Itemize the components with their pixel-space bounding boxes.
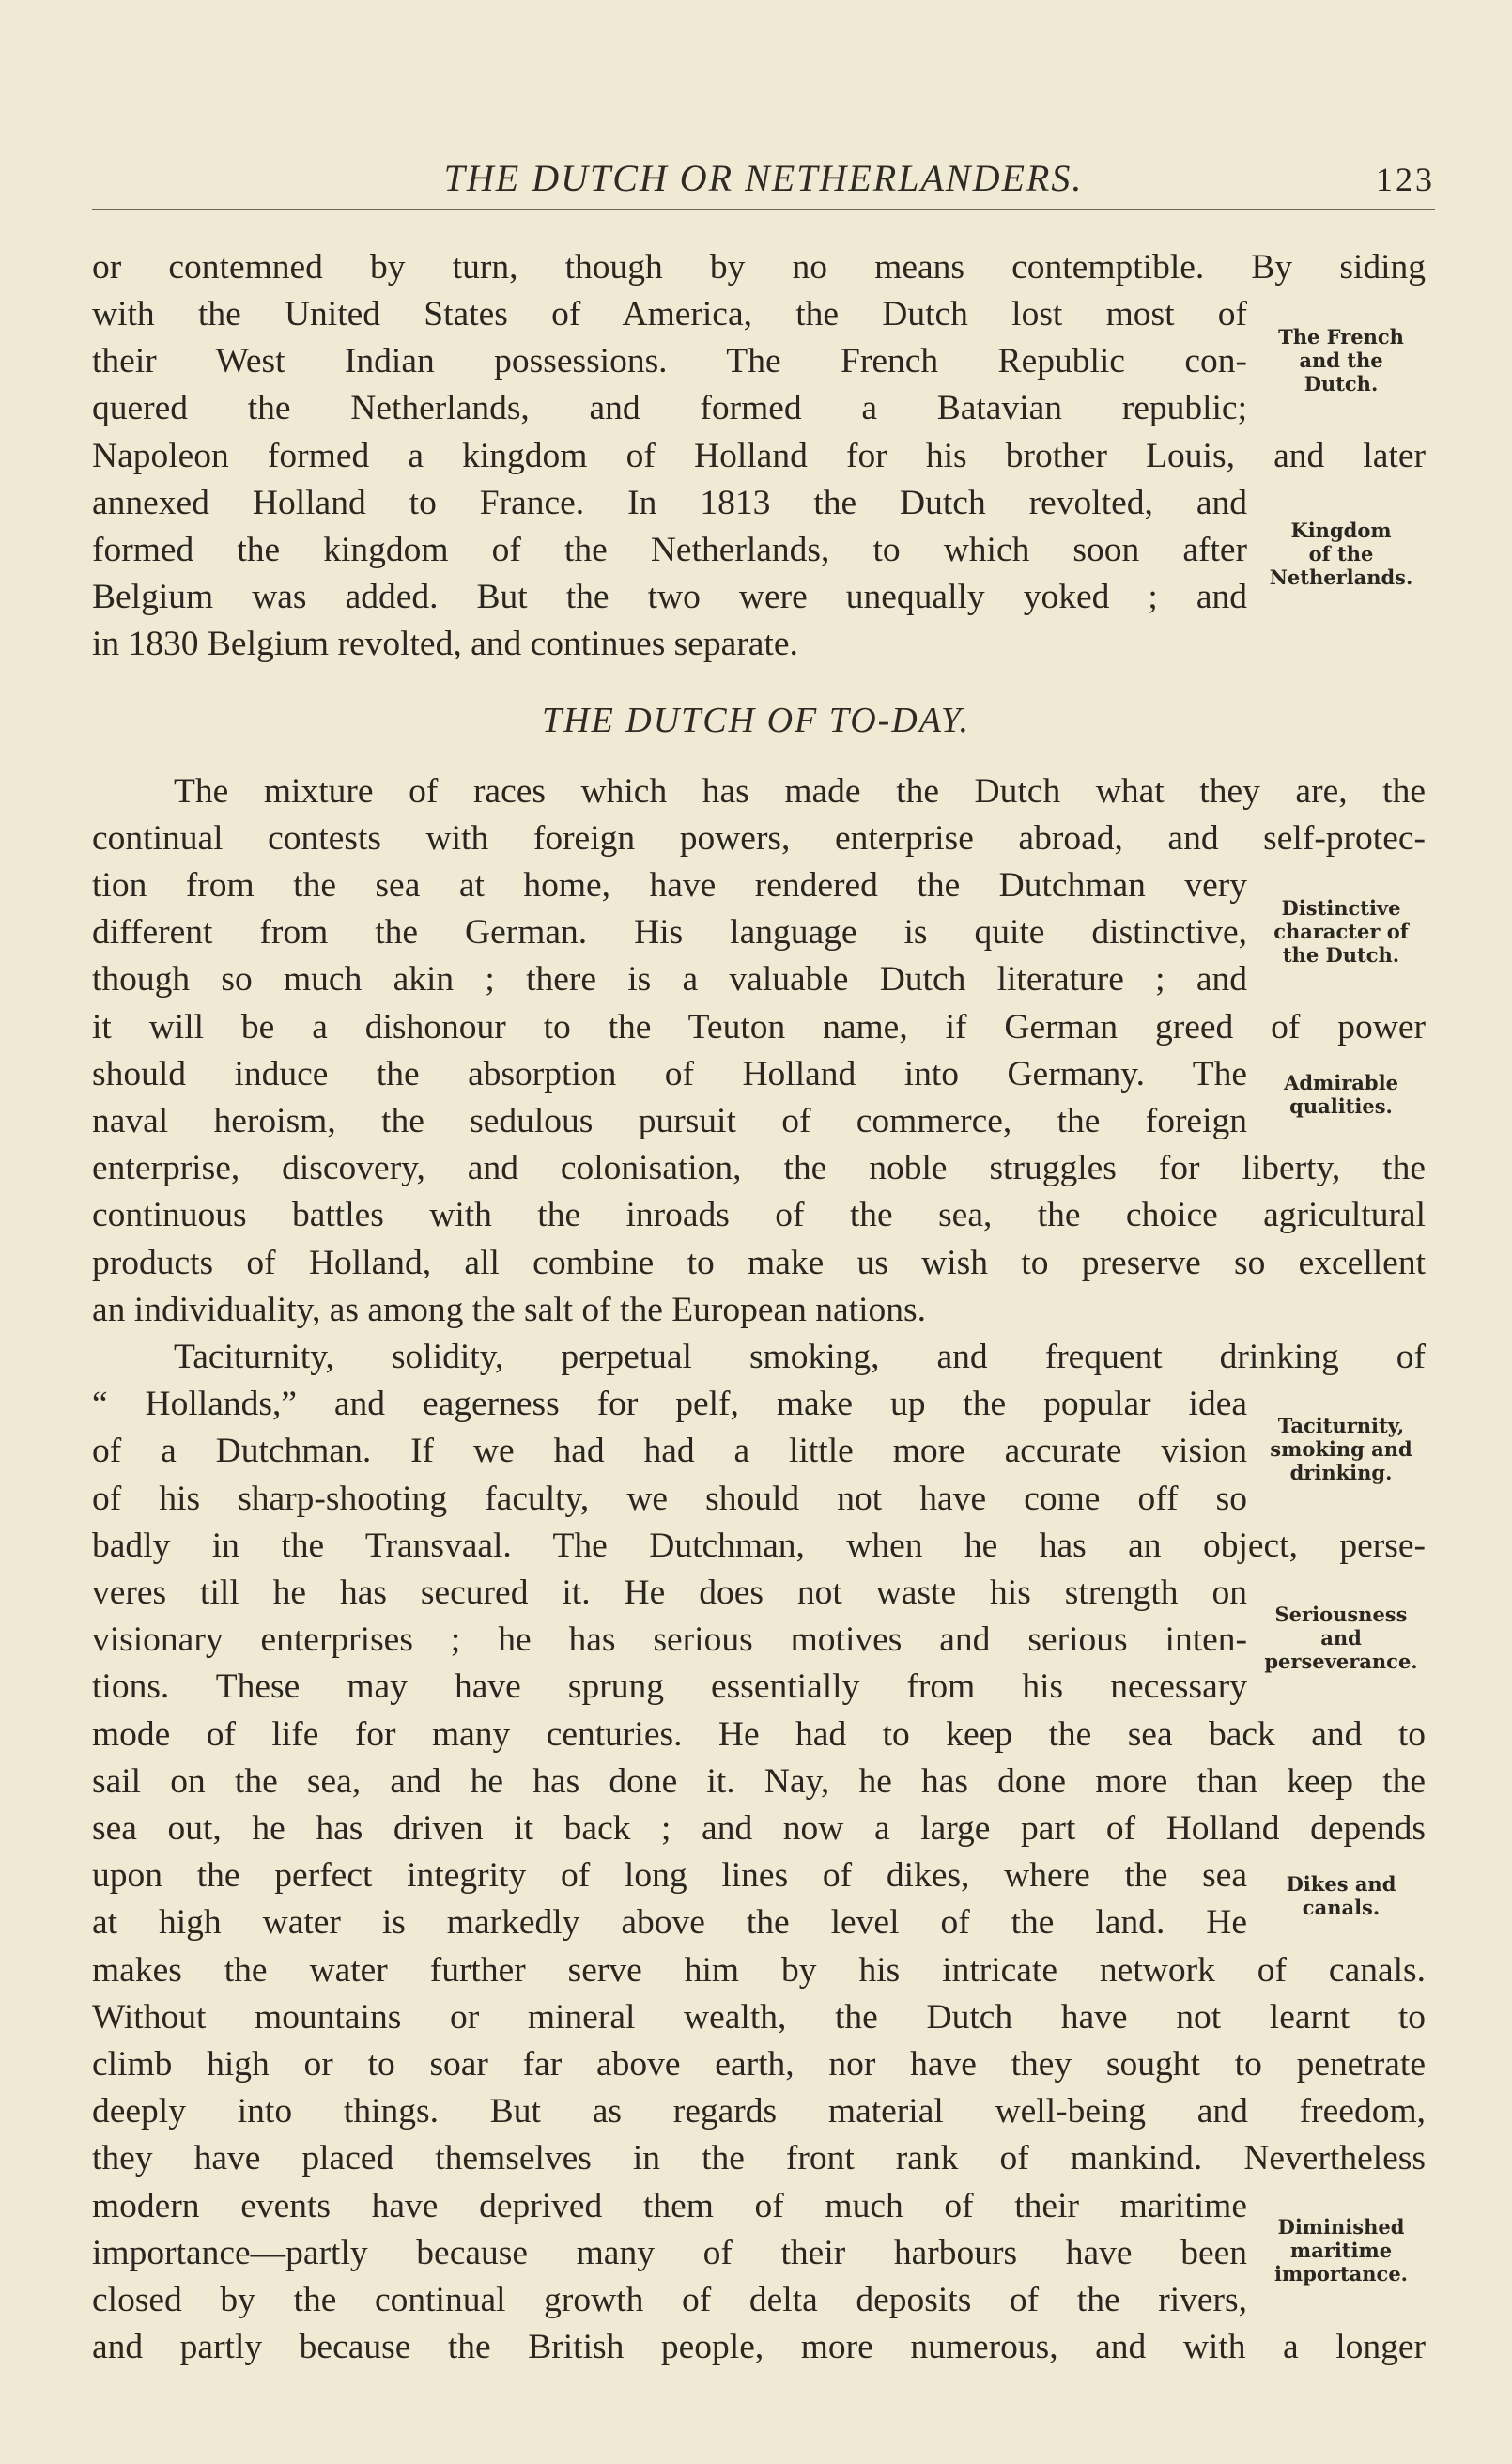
text-line: naval heroism, the sedulous pursuit of commerce, the foreign — [92, 1102, 1247, 1140]
text-line: should induce the absorption of Holland into Germany. The — [92, 1055, 1247, 1093]
text-line: deeply into things. But as regards material well-being and freedom, — [92, 2092, 1426, 2131]
text-line: of a Dutchman. If we had had a little more accurate vision — [92, 1432, 1247, 1470]
text-line: annexed Holland to France. In 1813 the Dutch revolted, and — [92, 484, 1247, 522]
text-line: Taciturnity, solidity, perpetual smoking, and frequent drinking of — [174, 1338, 1426, 1376]
text-line: at high water is markedly above the level of the land. He — [92, 1903, 1247, 1942]
text-line: sea out, he has driven it back ; and now a large part of Holland depends — [92, 1809, 1426, 1848]
margin-note: Diminished maritime importance. — [1274, 2215, 1408, 2286]
text-line: they have placed themselves in the front rank of mankind. Nevertheless — [92, 2139, 1426, 2177]
text-line: or contemned by turn, though by no means contemptible. By siding — [92, 248, 1426, 287]
text-line: visionary enterprises ; he has serious motives and serious inten- — [92, 1620, 1247, 1659]
text-line: Napoleon formed a kingdom of Holland for his brother Louis, and later — [92, 437, 1426, 475]
text-line: enterprise, discovery, and colonisation, the noble struggles for liberty, the — [92, 1149, 1426, 1187]
margin-note: Kingdom of the Netherlands. — [1269, 519, 1413, 589]
text-line: products of Holland, all combine to make us wish to preserve so excellent — [92, 1244, 1426, 1282]
margin-note: Taciturnity, smoking and drinking. — [1270, 1414, 1412, 1484]
text-line: their West Indian possessions. The French Republic con- — [92, 342, 1247, 380]
text-line: continuous battles with the inroads of the sea, the choice agricultural — [92, 1196, 1426, 1234]
text-line: tions. These may have sprung essentially from his necessary — [92, 1667, 1247, 1706]
text-line: closed by the continual growth of delta deposits of the rivers, — [92, 2281, 1247, 2319]
text-line: formed the kingdom of the Netherlands, to which soon after — [92, 531, 1247, 569]
text-line: an individuality, as among the salt of the European nations. — [92, 1291, 926, 1329]
text-line: The mixture of races which has made the Dutch what they are, the — [174, 772, 1426, 811]
margin-note: Dikes and canals. — [1286, 1872, 1396, 1919]
running-title: THE DUTCH OR NETHERLANDERS. — [443, 157, 1084, 199]
text-line: modern events have deprived them of much of their maritime — [92, 2187, 1247, 2225]
text-line: Without mountains or mineral wealth, the Dutch have not learnt to — [92, 1998, 1426, 2037]
text-line: in 1830 Belgium revolted, and continues separate. — [92, 625, 798, 663]
text-line: though so much akin ; there is a valuable Dutch literature ; and — [92, 960, 1247, 999]
text-line: importance—partly because many of their harbours have been — [92, 2234, 1247, 2272]
text-line: quered the Netherlands, and formed a Batavian republic; — [92, 389, 1247, 427]
header-rule — [92, 209, 1435, 210]
text-line: climb high or to soar far above earth, nor have they sought to penetrate — [92, 2045, 1426, 2084]
text-line: veres till he has secured it. He does not waste his strength on — [92, 1573, 1247, 1612]
text-line: Belgium was added. But the two were unequally yoked ; and — [92, 578, 1247, 616]
margin-note: The French and the Dutch. — [1278, 325, 1404, 395]
margin-note: Seriousness and perseverance. — [1264, 1603, 1418, 1673]
margin-note: Admirable qualities. — [1284, 1071, 1398, 1118]
section-title: THE DUTCH OF TO-DAY. — [542, 701, 970, 740]
page-number: 123 — [1376, 161, 1435, 198]
text-line: badly in the Transvaal. The Dutchman, when he has an object, perse- — [92, 1526, 1426, 1565]
text-line: different from the German. His language is quite distinctive, — [92, 913, 1247, 952]
text-line: “ Hollands,” and eagerness for pelf, make up the popular idea — [92, 1385, 1247, 1423]
text-line: of his sharp-shooting faculty, we should not have come off so — [92, 1480, 1247, 1518]
text-line: and partly because the British people, more numerous, and with a longer — [92, 2328, 1426, 2366]
text-line: it will be a dishonour to the Teuton name, if German greed of power — [92, 1008, 1426, 1046]
text-line: makes the water further serve him by his intricate network of canals. — [92, 1951, 1426, 1990]
text-line: sail on the sea, and he has done it. Nay, he has done more than keep the — [92, 1762, 1426, 1801]
text-line: with the United States of America, the Dutch lost most of — [92, 295, 1247, 333]
text-line: mode of life for many centuries. He had to keep the sea back and to — [92, 1715, 1426, 1754]
page-header — [92, 148, 1435, 214]
margin-note: Distinctive character of the Dutch. — [1273, 896, 1409, 967]
text-line: upon the perfect integrity of long lines of dikes, where the sea — [92, 1856, 1247, 1895]
text-line: tion from the sea at home, have rendered the Dutchman very — [92, 866, 1247, 905]
text-line: continual contests with foreign powers, enterprise abroad, and self-protec- — [92, 819, 1426, 858]
